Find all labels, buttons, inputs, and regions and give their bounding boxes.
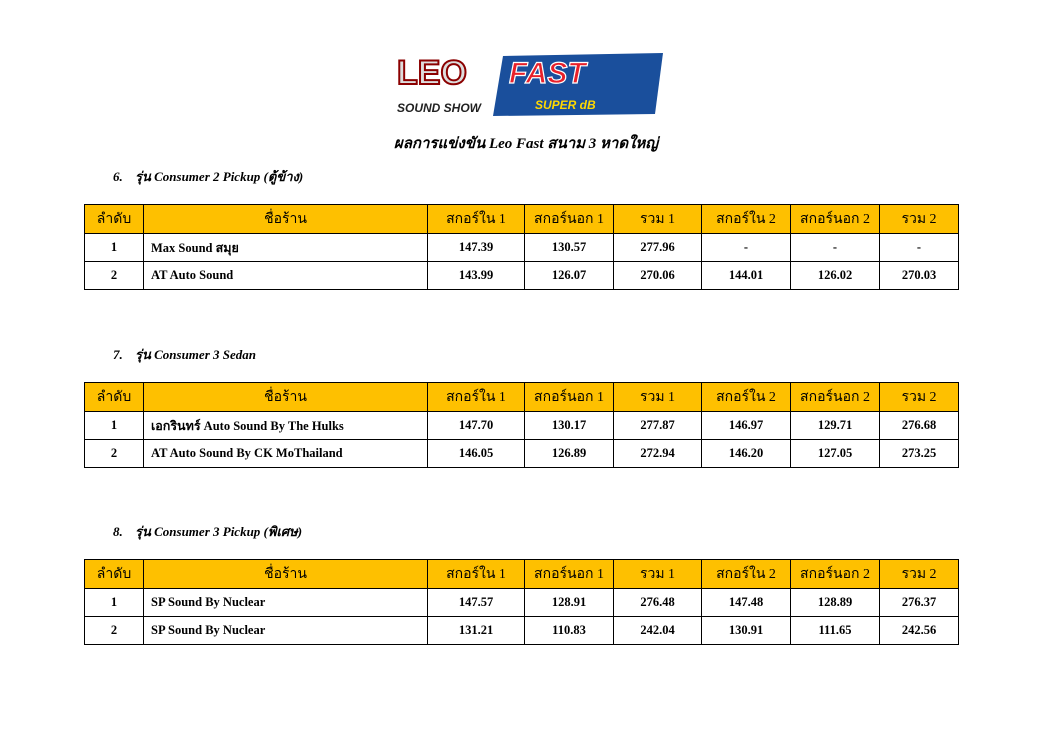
section-number: 7. — [113, 347, 123, 362]
table-cell: - — [880, 234, 959, 262]
header-row — [85, 205, 959, 234]
table-cell: 147.39 — [428, 234, 525, 262]
table-cell: 270.06 — [614, 262, 702, 290]
section-heading — [113, 166, 303, 187]
column-header: ลำดับ — [85, 383, 144, 412]
section-title: รุ่น Consumer 3 Sedan — [135, 347, 256, 362]
table-row — [85, 412, 959, 440]
table-cell: 128.89 — [791, 589, 880, 617]
table-cell: 1 — [85, 234, 144, 262]
table-cell: 146.05 — [428, 440, 525, 468]
header-row — [85, 383, 959, 412]
column-header: สกอร์นอก 2 — [791, 560, 880, 589]
column-header: รวม 2 — [880, 383, 959, 412]
table-cell: 272.94 — [614, 440, 702, 468]
column-header: สกอร์นอก 2 — [791, 383, 880, 412]
table-cell: 126.07 — [525, 262, 614, 290]
table-cell: 129.71 — [791, 412, 880, 440]
column-header: สกอร์ใน 1 — [428, 205, 525, 234]
table-cell: 128.91 — [525, 589, 614, 617]
results-table — [84, 204, 959, 290]
column-header: ชื่อร้าน — [144, 383, 428, 412]
page-title: ผลการแข่งขัน Leo Fast สนาม 3 หาดใหญ่ — [393, 136, 659, 152]
results-table — [84, 382, 959, 468]
table-cell: 242.56 — [880, 617, 959, 645]
column-header: สกอร์นอก 2 — [791, 205, 880, 234]
table-cell: 270.03 — [880, 262, 959, 290]
table-cell: 127.05 — [791, 440, 880, 468]
logo-fast: FAST — [509, 57, 586, 90]
table-cell: 1 — [85, 412, 144, 440]
column-header: ชื่อร้าน — [144, 560, 428, 589]
shop-name-cell: AT Auto Sound — [144, 262, 428, 290]
logo-super-db: SUPER dB — [535, 98, 596, 112]
column-header: สกอร์ใน 2 — [702, 205, 791, 234]
table-row — [85, 440, 959, 468]
column-header: ลำดับ — [85, 205, 144, 234]
column-header: สกอร์ใน 2 — [702, 560, 791, 589]
column-header: สกอร์นอก 1 — [525, 560, 614, 589]
column-header: ลำดับ — [85, 560, 144, 589]
table-row — [85, 234, 959, 262]
section-title: รุ่น Consumer 2 Pickup (ตู้ข้าง) — [135, 169, 304, 184]
table-cell: 2 — [85, 262, 144, 290]
table-cell: 131.21 — [428, 617, 525, 645]
header-row — [85, 560, 959, 589]
table-cell: 1 — [85, 589, 144, 617]
table-cell: 2 — [85, 617, 144, 645]
table-cell: 111.65 — [791, 617, 880, 645]
table-cell: 130.91 — [702, 617, 791, 645]
column-header: รวม 1 — [614, 205, 702, 234]
table-cell: 273.25 — [880, 440, 959, 468]
section-title: รุ่น Consumer 3 Pickup (พิเศษ) — [135, 524, 303, 539]
table-row — [85, 262, 959, 290]
table-cell: - — [702, 234, 791, 262]
table-cell: 126.02 — [791, 262, 880, 290]
column-header: รวม 1 — [614, 560, 702, 589]
shop-name-cell: SP Sound By Nuclear — [144, 617, 428, 645]
column-header: ชื่อร้าน — [144, 205, 428, 234]
column-header: รวม 2 — [880, 205, 959, 234]
section-number: 8. — [113, 524, 123, 539]
column-header: สกอร์นอก 1 — [525, 205, 614, 234]
column-header: สกอร์ใน 1 — [428, 560, 525, 589]
table-cell: 126.89 — [525, 440, 614, 468]
table-cell: 276.37 — [880, 589, 959, 617]
table-cell: 276.48 — [614, 589, 702, 617]
table-cell: 277.96 — [614, 234, 702, 262]
table-cell: - — [791, 234, 880, 262]
column-header: รวม 2 — [880, 560, 959, 589]
table-cell: 2 — [85, 440, 144, 468]
shop-name-cell: AT Auto Sound By CK MoThailand — [144, 440, 428, 468]
table-cell: 242.04 — [614, 617, 702, 645]
results-table — [84, 559, 959, 645]
shop-name-cell: เอกรินทร์ Auto Sound By The Hulks — [144, 412, 428, 440]
table-cell: 147.57 — [428, 589, 525, 617]
table-cell: 130.57 — [525, 234, 614, 262]
table-cell: 146.20 — [702, 440, 791, 468]
table-cell: 130.17 — [525, 412, 614, 440]
column-header: รวม 1 — [614, 383, 702, 412]
table-cell: 110.83 — [525, 617, 614, 645]
logo-leo: LEO — [397, 54, 467, 92]
shop-name-cell: SP Sound By Nuclear — [144, 589, 428, 617]
table-cell: 144.01 — [702, 262, 791, 290]
column-header: สกอร์ใน 2 — [702, 383, 791, 412]
section-heading — [113, 521, 302, 542]
table-cell: 147.48 — [702, 589, 791, 617]
table-cell: 143.99 — [428, 262, 525, 290]
table-cell: 146.97 — [702, 412, 791, 440]
table-cell: 147.70 — [428, 412, 525, 440]
table-cell: 276.68 — [880, 412, 959, 440]
leo-fast-logo — [395, 52, 665, 118]
section-number: 6. — [113, 169, 123, 184]
column-header: สกอร์นอก 1 — [525, 383, 614, 412]
table-row — [85, 617, 959, 645]
column-header: สกอร์ใน 1 — [428, 383, 525, 412]
table-row — [85, 589, 959, 617]
shop-name-cell: Max Sound สมุย — [144, 234, 428, 262]
logo-sound-show: SOUND SHOW — [397, 101, 481, 115]
section-heading — [113, 344, 256, 365]
table-cell: 277.87 — [614, 412, 702, 440]
